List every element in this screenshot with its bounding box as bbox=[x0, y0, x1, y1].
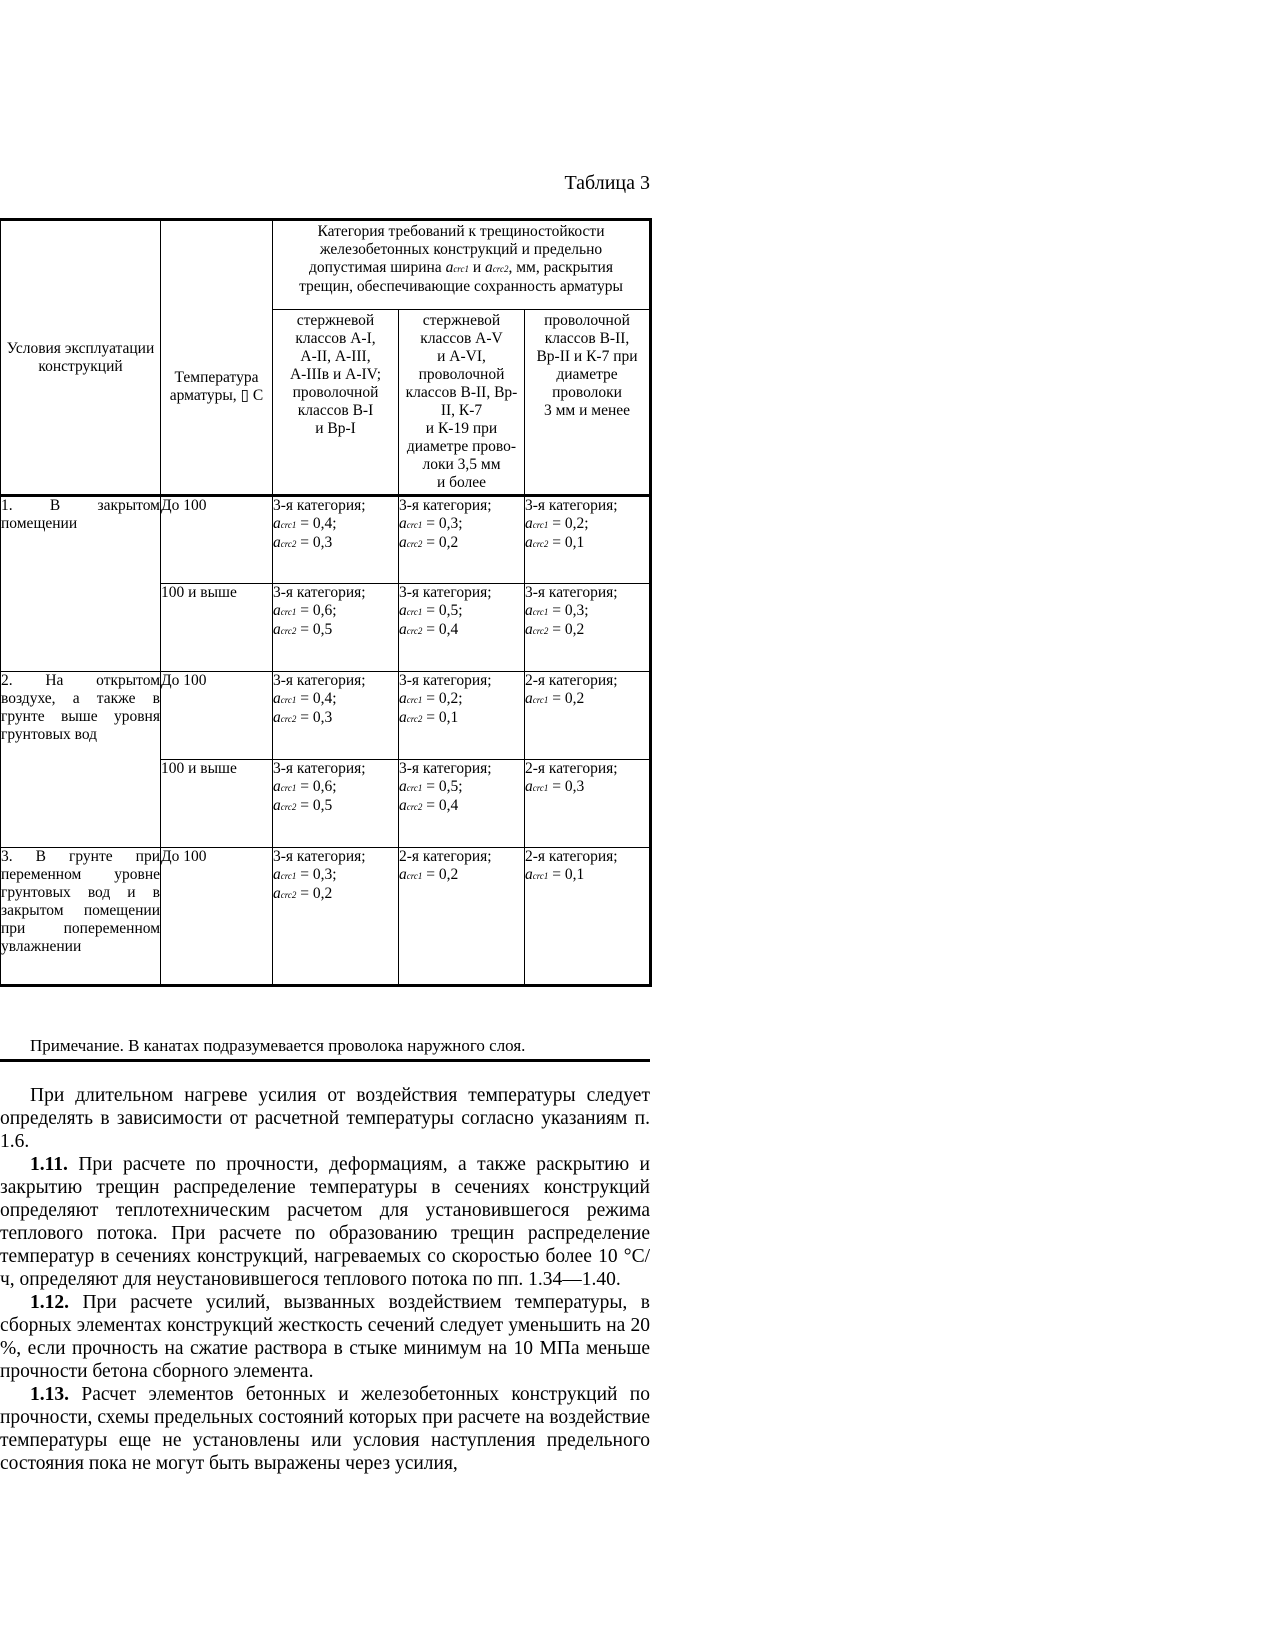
a-value: = 0,2; bbox=[422, 690, 463, 707]
a-letter: a bbox=[525, 621, 533, 638]
table-body bbox=[1, 496, 651, 986]
a-subscript: crc1 bbox=[280, 695, 297, 705]
header-temperature bbox=[161, 220, 273, 496]
a-value-line bbox=[525, 515, 649, 534]
category-cell bbox=[273, 584, 399, 672]
header-line: А-IIIв и А-IV; bbox=[289, 366, 382, 383]
paragraph bbox=[0, 1084, 650, 1153]
a-subscript: crc1 bbox=[532, 871, 549, 881]
a-letter: a bbox=[525, 778, 533, 795]
a-letter: a bbox=[399, 621, 407, 638]
a-value: = 0,3; bbox=[296, 866, 337, 883]
category-label: 2-я категория; bbox=[525, 848, 618, 865]
header-line: Вр-II и К-7 при bbox=[536, 348, 638, 365]
category-cell bbox=[525, 584, 651, 672]
a-letter: a bbox=[273, 778, 281, 795]
a-value-line bbox=[273, 797, 398, 816]
a-subscript: crc2 bbox=[280, 890, 297, 900]
a-value-line bbox=[273, 885, 398, 904]
a-value: = 0,3 bbox=[296, 709, 333, 726]
a-subscript: crc2 bbox=[280, 802, 297, 812]
table-note: Примечание. В канатах подразумевается проволока наружного слоя. bbox=[30, 1036, 526, 1055]
category-label: 2-я категория; bbox=[525, 760, 618, 777]
temperature-cell: До 100 bbox=[161, 672, 273, 760]
a-subscript: crc1 bbox=[532, 520, 549, 530]
a-value: = 0,6; bbox=[296, 602, 337, 619]
a-value: = 0,5 bbox=[296, 797, 333, 814]
a-subscript: crc1 bbox=[280, 520, 297, 530]
category-label: 3-я категория; bbox=[399, 760, 492, 777]
a-value-line bbox=[525, 690, 649, 709]
paragraph-text: При расчете по прочности, деформациям, а также раскрытию и закрытию трещин распределение температуры в сечениях конструкций определяют теплотехническим расчетом для установившегося режима теплового потока. При расчете по образованию трещин распределение температур в сечениях конструкций, нагреваемых со скоростью более 10 °С/ч, определяют для неустановившегося теплового потока по пп. 1.34—1.40. bbox=[0, 1154, 650, 1290]
a-value-line bbox=[399, 709, 524, 728]
a-value-line bbox=[273, 515, 398, 534]
a-letter: a bbox=[273, 797, 281, 814]
category-cell bbox=[525, 496, 651, 584]
category-label: 2-я категория; bbox=[525, 672, 618, 689]
a-letter: a bbox=[525, 534, 533, 551]
divider bbox=[0, 1059, 650, 1062]
a-value: = 0,1 bbox=[422, 709, 459, 726]
condition-cell: 1. В закрытом помещении bbox=[1, 496, 161, 672]
condition-cell: 2. На открытом воздухе, а также в грунте выше уровня грунтовых вод bbox=[1, 672, 161, 848]
category-label: 3-я категория; bbox=[399, 584, 492, 601]
temperature-cell: 100 и выше bbox=[161, 584, 273, 672]
category-cell bbox=[399, 672, 525, 760]
a-value: = 0,2 bbox=[548, 621, 585, 638]
header-temperature-label: Температура арматуры, ▯ С bbox=[169, 368, 264, 404]
a-subscript: crc2 bbox=[532, 626, 549, 636]
category-cell bbox=[525, 672, 651, 760]
a-subscript: crc1 bbox=[406, 871, 423, 881]
a-letter: a bbox=[445, 259, 454, 276]
a-letter: a bbox=[273, 602, 281, 619]
a-subscript: crc1 bbox=[532, 695, 549, 705]
category-label: 3-я категория; bbox=[273, 584, 366, 601]
category-cell bbox=[273, 760, 399, 848]
a-value-line bbox=[273, 690, 398, 709]
header-subcol-1 bbox=[273, 310, 399, 496]
a-value: = 0,4 bbox=[422, 621, 459, 638]
category-cell bbox=[399, 496, 525, 584]
a-value-line bbox=[525, 778, 649, 797]
a-subscript: crc1 bbox=[406, 695, 423, 705]
a-value-line bbox=[399, 797, 524, 816]
header-line: проволоки bbox=[552, 384, 622, 401]
subcol-1-lines bbox=[273, 310, 398, 440]
header-line: проволочной bbox=[544, 312, 630, 329]
header-line: и более bbox=[436, 474, 487, 491]
a-value: = 0,5 bbox=[296, 621, 333, 638]
a-value-line bbox=[525, 602, 649, 621]
category-label: 3-я категория; bbox=[399, 672, 492, 689]
a-value-line bbox=[399, 621, 524, 640]
a-letter: a bbox=[399, 534, 407, 551]
a-letter: a bbox=[485, 259, 493, 276]
header-group-pre: Категория требований к трещиностойкости железобетонных конструкций и предельно допустимая ширина bbox=[309, 223, 605, 276]
header-line: классов В-I bbox=[297, 402, 374, 419]
a-letter: a bbox=[399, 797, 407, 814]
requirements-table bbox=[0, 218, 652, 987]
paragraph-text: При расчете усилий, вызванных воздействием температуры, в сборных элементах конструкций жесткость сечений следует уменьшить на 20 %, если прочность на сжатие раствора в стыке минимум на 10 МПа меньше прочности бетона сборного элемента. bbox=[0, 1292, 650, 1382]
a-value: = 0,5; bbox=[422, 778, 463, 795]
temperature-cell: До 100 bbox=[161, 496, 273, 584]
header-group-post: , мм, раскрытия трещин, обеспечивающие сохранность арматуры bbox=[299, 259, 623, 295]
category-cell bbox=[273, 672, 399, 760]
a-subscript: crc1 bbox=[280, 871, 297, 881]
a-value: = 0,2; bbox=[548, 515, 589, 532]
paragraph-number: 1.13. bbox=[30, 1384, 69, 1405]
a-subscript: crc1 bbox=[406, 520, 423, 530]
a-value-line bbox=[273, 621, 398, 640]
table-row bbox=[1, 496, 651, 584]
a-letter: a bbox=[273, 690, 281, 707]
a-letter: a bbox=[399, 866, 407, 883]
a-letter: a bbox=[399, 602, 407, 619]
a-value: = 0,4; bbox=[296, 515, 337, 532]
a-value-line bbox=[273, 602, 398, 621]
paragraph-number: 1.11. bbox=[30, 1154, 68, 1175]
header-line: проволочной bbox=[292, 384, 379, 401]
category-label: 3-я категория; bbox=[273, 672, 366, 689]
header-line: и А-VI, bbox=[437, 348, 486, 365]
a-value-line bbox=[525, 866, 649, 885]
a-value: = 0,6; bbox=[296, 778, 337, 795]
a-letter: a bbox=[399, 515, 407, 532]
a-value-line bbox=[273, 534, 398, 553]
a-letter: a bbox=[525, 866, 533, 883]
a-value-line bbox=[399, 515, 524, 534]
header-conditions bbox=[1, 220, 161, 496]
a-value: = 0,2 bbox=[548, 690, 585, 707]
paragraph bbox=[0, 1291, 650, 1383]
table-row bbox=[1, 672, 651, 760]
a-letter: a bbox=[273, 885, 281, 902]
a-value-line bbox=[273, 709, 398, 728]
header-subcol-2 bbox=[399, 310, 525, 496]
a-letter: a bbox=[273, 709, 281, 726]
header-line: II, К-7 bbox=[440, 402, 483, 419]
a-subscript: crc2 bbox=[280, 626, 297, 636]
a-subscript: crc2 bbox=[532, 539, 549, 549]
category-cell bbox=[399, 848, 525, 986]
a-value: = 0,4; bbox=[296, 690, 337, 707]
temperature-cell: 100 и выше bbox=[161, 760, 273, 848]
header-line: диаметре прово- bbox=[406, 438, 517, 455]
category-cell bbox=[525, 848, 651, 986]
header-line: и Вр-I bbox=[315, 420, 356, 437]
sub-crc2: crc2 bbox=[492, 264, 509, 274]
a-value-line bbox=[399, 690, 524, 709]
a-value-line bbox=[273, 866, 398, 885]
a-value: = 0,3; bbox=[422, 515, 463, 532]
a-value: = 0,3 bbox=[296, 534, 333, 551]
header-line: стержневой bbox=[296, 312, 375, 329]
header-line: классов А-I, bbox=[295, 330, 376, 347]
a-subscript: crc1 bbox=[406, 607, 423, 617]
a-letter: a bbox=[273, 515, 281, 532]
a-subscript: crc2 bbox=[406, 626, 423, 636]
a-letter: a bbox=[273, 534, 281, 551]
header-line: и К-19 при bbox=[425, 420, 498, 437]
header-line: классов А-V bbox=[420, 330, 503, 347]
a-letter: a bbox=[399, 709, 407, 726]
a-subscript: crc2 bbox=[406, 539, 423, 549]
header-line: проволочной bbox=[418, 366, 505, 383]
category-cell bbox=[273, 496, 399, 584]
category-label: 3-я категория; bbox=[273, 848, 366, 865]
a-subscript: crc1 bbox=[532, 607, 549, 617]
header-conditions-label: Условия эксплуатации конструкций bbox=[6, 339, 155, 375]
paragraph-text: Расчет элементов бетонных и железобетонных конструкций по прочности, схемы предельных состояний которых при расчете на воздействие температуры еще не установлены или условия наступления предельного состояния пока не могут быть выражены через усилия, bbox=[0, 1384, 650, 1474]
paragraph bbox=[0, 1153, 650, 1291]
category-cell bbox=[273, 848, 399, 986]
a-value-line bbox=[525, 534, 649, 553]
a-subscript: crc1 bbox=[532, 783, 549, 793]
subcol-2-lines bbox=[399, 310, 524, 494]
table-caption: Таблица 3 bbox=[564, 172, 650, 194]
header-line: классов В-II, bbox=[544, 330, 630, 347]
a-subscript: crc1 bbox=[280, 783, 297, 793]
table-row bbox=[1, 848, 651, 986]
category-cell bbox=[399, 760, 525, 848]
a-subscript: crc2 bbox=[406, 714, 423, 724]
a-value: = 0,4 bbox=[422, 797, 459, 814]
category-label: 3-я категория; bbox=[525, 584, 618, 601]
a-value: = 0,2 bbox=[422, 534, 459, 551]
a-value-line bbox=[399, 778, 524, 797]
a-value: = 0,2 bbox=[422, 866, 459, 883]
header-line: 3 мм и менее bbox=[543, 402, 631, 419]
a-subscript: crc2 bbox=[280, 539, 297, 549]
a-letter: a bbox=[525, 602, 533, 619]
condition-cell: 3. В грунте при переменном уровне грунтовых вод и в закрытом помещении при попеременном увлажнении bbox=[1, 848, 161, 986]
paragraph-number: 1.12. bbox=[30, 1292, 69, 1313]
a-value: = 0,3; bbox=[548, 602, 589, 619]
category-label: 3-я категория; bbox=[525, 497, 618, 514]
a-subscript: crc2 bbox=[280, 714, 297, 724]
category-label: 3-я категория; bbox=[273, 497, 366, 514]
a-value-line bbox=[399, 534, 524, 553]
category-cell bbox=[525, 760, 651, 848]
paragraph bbox=[0, 1383, 650, 1475]
a-value: = 0,1 bbox=[548, 866, 585, 883]
a-letter: a bbox=[399, 778, 407, 795]
header-category-group bbox=[273, 220, 651, 310]
header-category-text bbox=[273, 221, 649, 298]
sub-crc1: crc1 bbox=[453, 264, 469, 274]
a-value-line bbox=[399, 866, 524, 885]
a-letter: a bbox=[525, 515, 533, 532]
a-value: = 0,5; bbox=[422, 602, 463, 619]
a-letter: a bbox=[273, 621, 281, 638]
header-line: локи 3,5 мм bbox=[422, 456, 501, 473]
header-group-mid: и bbox=[468, 259, 486, 276]
header-line: диаметре bbox=[556, 366, 618, 383]
a-value-line bbox=[399, 602, 524, 621]
a-subscript: crc1 bbox=[406, 783, 423, 793]
header-subcol-3 bbox=[525, 310, 651, 496]
category-cell bbox=[399, 584, 525, 672]
a-value: = 0,1 bbox=[548, 534, 585, 551]
a-letter: a bbox=[525, 690, 533, 707]
a-letter: a bbox=[399, 690, 407, 707]
a-subscript: crc2 bbox=[406, 802, 423, 812]
category-label: 3-я категория; bbox=[273, 760, 366, 777]
header-line: стержневой bbox=[422, 312, 501, 329]
temperature-cell: До 100 bbox=[161, 848, 273, 986]
a-subscript: crc1 bbox=[280, 607, 297, 617]
category-label: 2-я категория; bbox=[399, 848, 492, 865]
subcol-3-lines bbox=[525, 310, 649, 422]
a-value: = 0,2 bbox=[296, 885, 333, 902]
a-value: = 0,3 bbox=[548, 778, 585, 795]
a-value-line bbox=[525, 621, 649, 640]
a-letter: a bbox=[273, 866, 281, 883]
header-line: А-II, А-III, bbox=[300, 348, 371, 365]
body-text bbox=[0, 1084, 650, 1475]
header-line: классов В-II, Вр- bbox=[405, 384, 518, 401]
a-value-line bbox=[273, 778, 398, 797]
category-label: 3-я категория; bbox=[399, 497, 492, 514]
paragraph-text: При длительном нагреве усилия от воздействия температуры следует определять в зависимости от расчетной температуры согласно указаниям п. 1.6. bbox=[0, 1085, 650, 1152]
